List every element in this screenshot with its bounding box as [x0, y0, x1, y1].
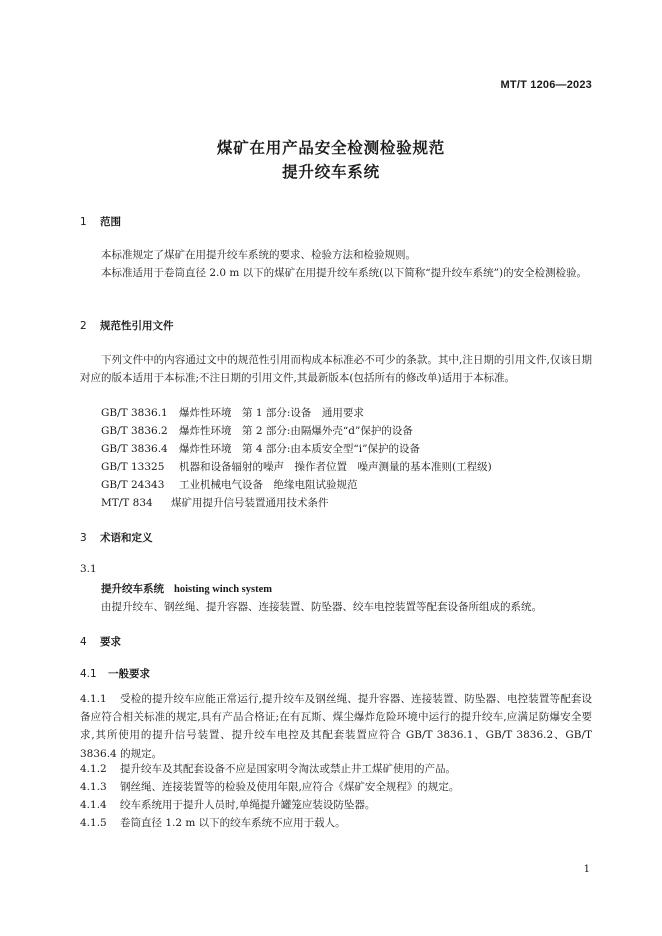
- term-number: 3.1: [80, 563, 97, 575]
- reference-item: [101, 477, 358, 492]
- section-number: 3: [80, 532, 87, 544]
- standard-code: MT/T 1206—2023: [500, 79, 592, 91]
- clause-4-1-3: [80, 778, 592, 796]
- reference-code: GB/T 3836.1: [101, 407, 168, 419]
- subsection-4-1-heading: [80, 666, 150, 681]
- reference-code: GB/T 3836.4: [101, 443, 168, 455]
- section-2-heading: [80, 318, 174, 333]
- clause-number: 4.1.4: [80, 799, 107, 811]
- section-number: 4: [80, 636, 87, 648]
- reference-title: 爆炸性环境 第 1 部分:设备 通用要求: [179, 407, 364, 419]
- reference-code: MT/T 834: [101, 497, 153, 509]
- clause-number: 4.1.2: [80, 763, 107, 775]
- section-1-paragraph-2: 本标准适用于卷筒直径 2.0 m 以下的煤矿在用提升绞车系统(以下简称“提升绞车系统”)的安全检测检验。: [101, 267, 588, 279]
- term-title: [101, 581, 272, 596]
- reference-item: [101, 423, 413, 438]
- reference-item: [101, 495, 329, 510]
- clause-text: 绞车系统用于提升人员时,单绳提升罐笼应装设防坠器。: [120, 799, 376, 811]
- clause-4-1-2: [80, 760, 592, 778]
- section-number: 2: [80, 320, 87, 332]
- section-2-intro: 下列文件中的内容通过文中的规范性引用而构成本标准必不可少的条款。其中,注日期的引用文件,仅该日期对应的版本适用于本标准;不注日期的引用文件,其最新版本(包括所有的修改单)适用于本标准。: [80, 354, 592, 385]
- reference-item: [101, 405, 364, 420]
- reference-title: 煤矿用提升信号装置通用技术条件: [171, 497, 329, 509]
- reference-title: 爆炸性环境 第 2 部分:由隔爆外壳“d”保护的设备: [179, 425, 413, 437]
- reference-code: GB/T 3836.2: [101, 425, 168, 437]
- section-title: 规范性引用文件: [100, 320, 174, 332]
- section-1-paragraph-1: 本标准规定了煤矿在用提升绞车系统的要求、检验方法和检验规则。: [101, 249, 416, 261]
- clause-number: 4.1.5: [80, 817, 107, 829]
- clause-4-1-5: [80, 814, 592, 832]
- clause-text: 提升绞车及其配套设备不应是国家明令淘汰或禁止井工煤矿使用的产品。: [120, 763, 456, 775]
- term-definition: 由提升绞车、钢丝绳、提升容器、连接装置、防坠器、绞车电控装置等配套设备所组成的系统。: [101, 601, 542, 613]
- term-english: hoisting winch system: [174, 584, 273, 595]
- clause-4-1-1: [80, 690, 592, 763]
- reference-title: 机器和设备辐射的噪声 操作者位置 噪声测量的基本准则(工程级): [179, 461, 492, 473]
- section-4-heading: [80, 634, 121, 649]
- term-chinese: 提升绞车系统: [101, 583, 164, 595]
- document-title-line2: 提升绞车系统: [282, 163, 380, 181]
- clause-4-1-4: [80, 796, 592, 814]
- reference-title: 爆炸性环境 第 4 部分:由本质安全型“i”保护的设备: [179, 443, 420, 455]
- reference-code: GB/T 13325: [101, 461, 165, 473]
- clause-text: 钢丝绳、连接装置等的检验及使用年限,应符合《煤矿安全规程》的规定。: [120, 781, 460, 793]
- page-number: 1: [583, 864, 590, 875]
- clause-text: 受检的提升绞车应能正常运行,提升绞车及钢丝绳、提升容器、连接装置、防坠器、电控装置等配套设备应符合相关标准的规定,具有产品合格证;在有瓦斯、煤尘爆炸危险环境中运行的提升绞车,应满足防爆安全要求,其所使用的提升信号装置、提升绞车电控及其配套装置应符合 GB/T 3836.1、GB/T 3836.2、GB/T 3836.4 的规定。: [80, 693, 592, 760]
- section-title: 范围: [100, 216, 121, 228]
- reference-title: 工业机械电气设备 绝缘电阻试验规范: [179, 479, 358, 491]
- subsection-number: 4.1: [80, 668, 97, 680]
- section-title: 术语和定义: [100, 532, 153, 544]
- section-3-heading: [80, 530, 153, 545]
- clause-number: 4.1.3: [80, 781, 107, 793]
- section-title: 要求: [100, 636, 121, 648]
- reference-code: GB/T 24343: [101, 479, 165, 491]
- section-1-heading: [80, 214, 121, 229]
- clause-text: 卷筒直径 1.2 m 以下的绞车系统不应用于载人。: [120, 817, 346, 829]
- section-number: 1: [80, 216, 87, 228]
- clause-number: 4.1.1: [80, 693, 107, 705]
- reference-item: [101, 441, 420, 456]
- reference-item: [101, 459, 492, 474]
- document-title-line1: 煤矿在用产品安全检测检验规范: [216, 139, 446, 157]
- subsection-title: 一般要求: [108, 668, 150, 680]
